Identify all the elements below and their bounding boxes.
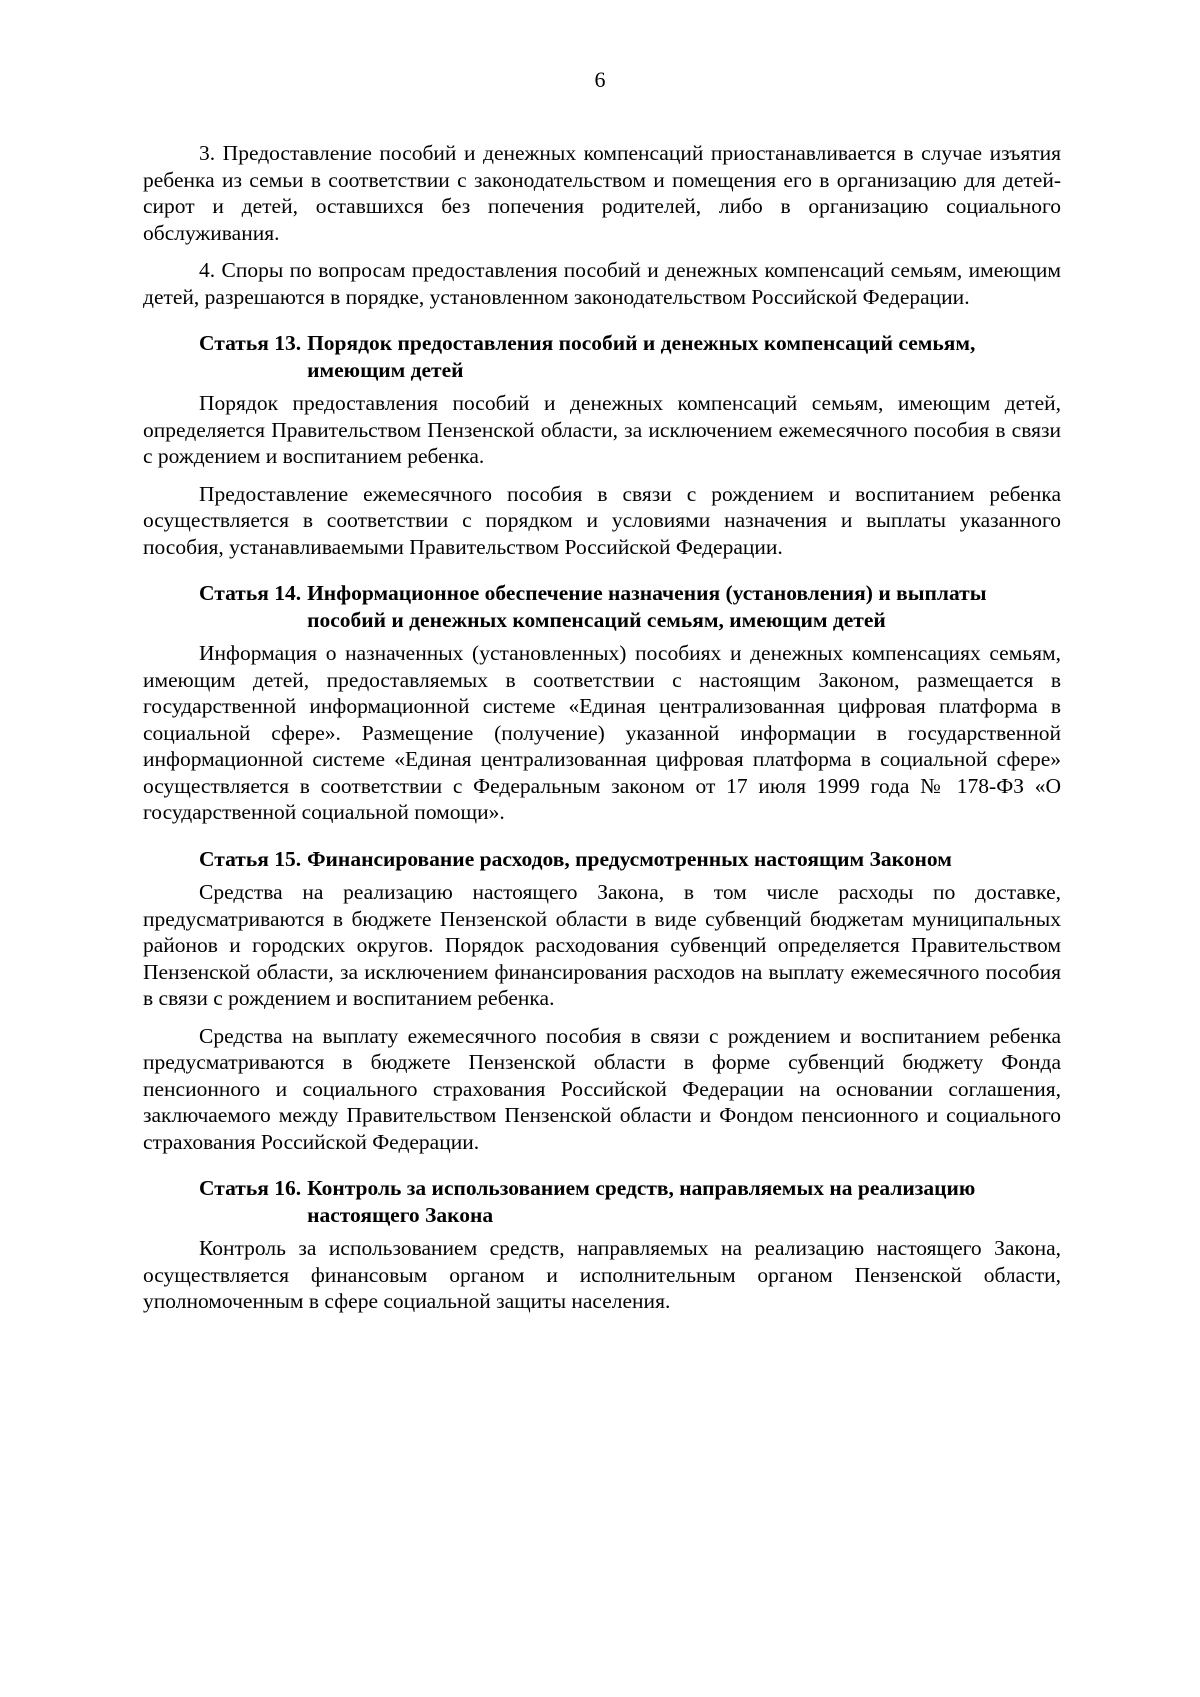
article-16-heading xyxy=(143,1175,1061,1228)
article-number: Статья 16. xyxy=(199,1176,302,1200)
article-14-heading xyxy=(143,580,1061,633)
paragraph-15-1: Средства на реализацию настоящего Закона, в том числе расходы по доставке, предусматриваются в бюджете Пензенской области в виде субвенций бюджетам муниципальных районов и городских округов. Порядок расходования субвенций определяется Правительством Пензенской области, за исключением финансирования расходов на выплату ежемесячного пособия в связи с рождением и воспитанием ребенка. xyxy=(143,880,1061,1010)
paragraph-13-2: Предоставление ежемесячного пособия в связи с рождением и воспитанием ребенка осуществляется в соответствии с порядком и условиями назначения и выплаты указанного пособия, устанавливаемыми Правительством Российской Федерации. xyxy=(143,481,1061,559)
article-title: Финансирование расходов, предусмотренных настоящим Законом xyxy=(307,846,952,871)
page-number: 6 xyxy=(594,67,606,92)
article-number: Статья 14. xyxy=(199,581,302,605)
article-number: Статья 15. xyxy=(199,846,302,871)
paragraph-14-1: Информация о назначенных (установленных) пособиях и денежных компенсациях семьям, имеющим детей, предоставляемых в соответствии с настоящим Законом, размещается в государственной информационной системе «Единая централизованная цифровая платформа в социальной сфере». Размещение (получение) указанной информации в государственной информационной системе «Единая централизованная цифровая платформа в социальной сфере» осуществляется в соответствии с Федеральным законом от 17 июля 1999 года № 178-ФЗ «О государственной социальной помощи». xyxy=(143,641,1061,824)
article-title: Информационное обеспечение назначения (установления) и выплаты пособий и денежных компенсаций семьям, имеющим детей xyxy=(307,581,987,632)
article-title: Контроль за использованием средств, направляемых на реализацию настоящего Закона xyxy=(307,1176,976,1227)
document-body xyxy=(143,140,1061,1315)
article-13-heading xyxy=(143,330,1061,383)
article-title: Порядок предоставления пособий и денежных компенсаций семьям, имеющим детей xyxy=(307,331,976,382)
article-15-heading xyxy=(143,846,1061,873)
paragraph-12-4: 4. Споры по вопросам предоставления пособий и денежных компенсаций семьям, имеющим детей, разрешаются в порядке, установленном законодательством Российской Федерации. xyxy=(143,258,1061,309)
paragraph-12-3: 3. Предоставление пособий и денежных компенсаций приостанавливается в случае изъятия ребенка из семьи в соответствии с законодательством и помещения его в организацию для детей-сирот и детей, оставшихся без попечения родителей, либо в организацию социального обслуживания. xyxy=(143,141,1061,245)
paragraph-16-1: Контроль за использованием средств, направляемых на реализацию настоящего Закона, осуществляется финансовым органом и исполнительным органом Пензенской области, уполномоченным в сфере социальной защиты населения. xyxy=(143,1236,1061,1313)
paragraph-15-2: Средства на выплату ежемесячного пособия в связи с рождением и воспитанием ребенка предусматриваются в бюджете Пензенской области в форме субвенций бюджету Фонда пенсионного и социального страхования Российской Федерации на основании соглашения, заключаемого между Правительством Пензенской области и Фондом пенсионного и социального страхования Российской Федерации. xyxy=(143,1023,1061,1154)
paragraph-13-1: Порядок предоставления пособий и денежных компенсаций семьям, имеющим детей, определяется Правительством Пензенской области, за исключением ежемесячного пособия в связи с рождением и воспитанием ребенка. xyxy=(143,391,1061,468)
article-number: Статья 13. xyxy=(199,331,302,355)
